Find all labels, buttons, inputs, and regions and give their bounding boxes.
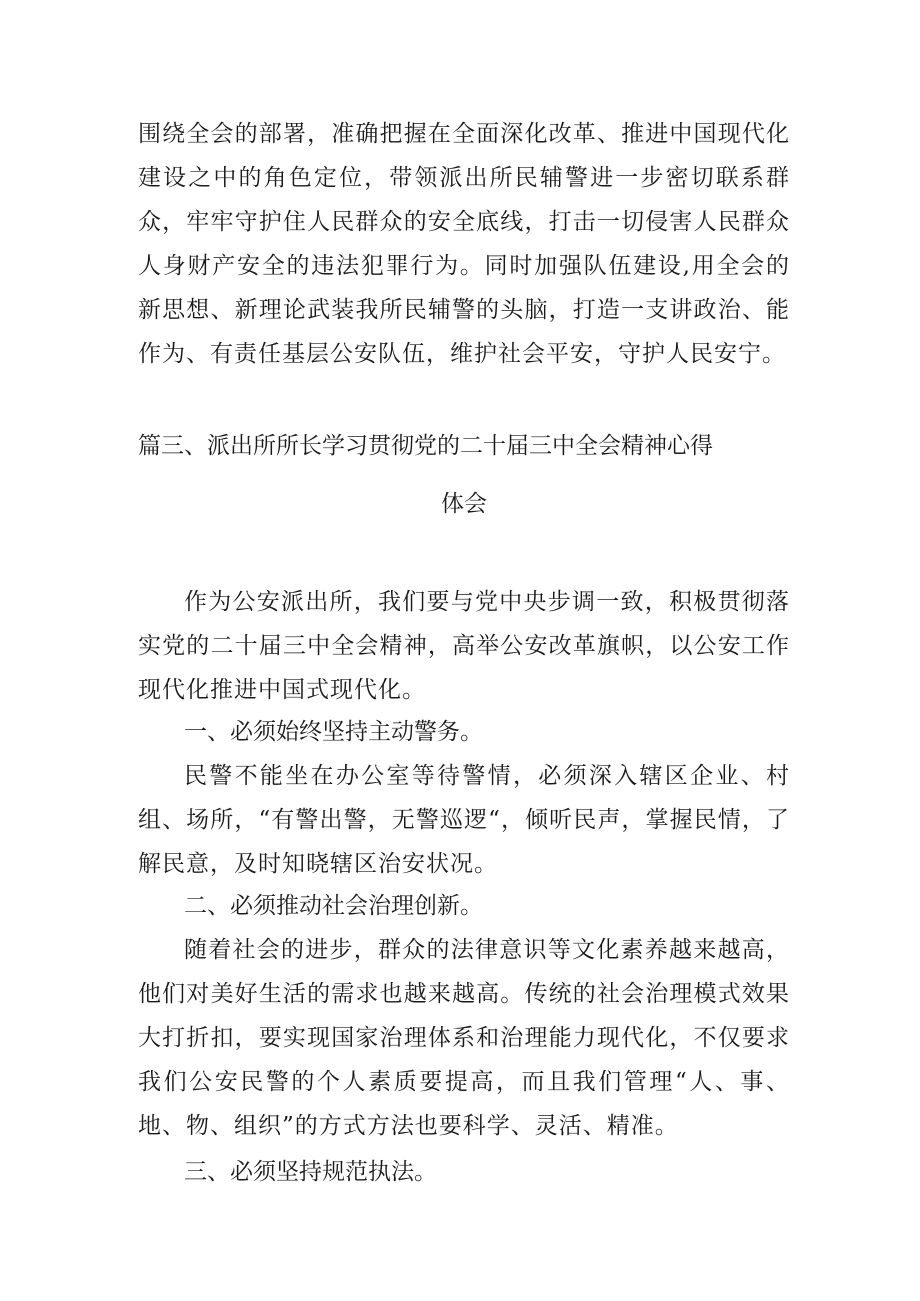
point1-body: 民警不能坐在办公室等待警情，必须深入辖区企业、村组、场所，“有警出警，无警巡逻“，倾听民声，掌握民情，了解民意，及时知晓辖区治安状况。: [138, 763, 790, 877]
section-title-continued: 体会: [441, 491, 487, 517]
point2-heading: 二、必须推动社会治理创新。: [184, 893, 483, 919]
opening-paragraph: 作为公安派出所，我们要与党中央步调一致，积极贯彻落实党的二十届三中全会精神，高举公安改革旗帜，以公安工作现代化推进中国式现代化。: [138, 589, 790, 703]
point2-body: 随着社会的进步，群众的法律意识等文化素养越来越高，他们对美好生活的需求也越来越高。传统的社会治理模式效果大打折扣，要实现国家治理体系和治理能力现代化，不仅要求我们公安民警的个人素质要提高，而且我们管理“人、事、地、物、组织”的方式方法也要科学、灵活、精准。: [138, 937, 790, 1139]
point3-heading: 三、必须坚持规范执法。: [184, 1159, 437, 1185]
point1-heading: 一、必须始终坚持主动警务。: [184, 719, 483, 745]
section-title: 篇三、派出所所长学习贯彻党的二十届三中全会精神心得: [138, 433, 713, 459]
intro-paragraph: 围绕全会的部署，准确把握在全面深化改革、推进中国现代化建设之中的角色定位，带领派出所民辅警进一步密切联系群众，牢牢守护住人民群众的安全底线，打击一切侵害人民群众人身财产安全的违法犯罪行为。同时加强队伍建设,用全会的新思想、新理论武装我所民辅警的头脑，打造一支讲政治、能作为、有责任基层公安队伍，维护社会平安，守护人民安宁。: [138, 121, 790, 367]
